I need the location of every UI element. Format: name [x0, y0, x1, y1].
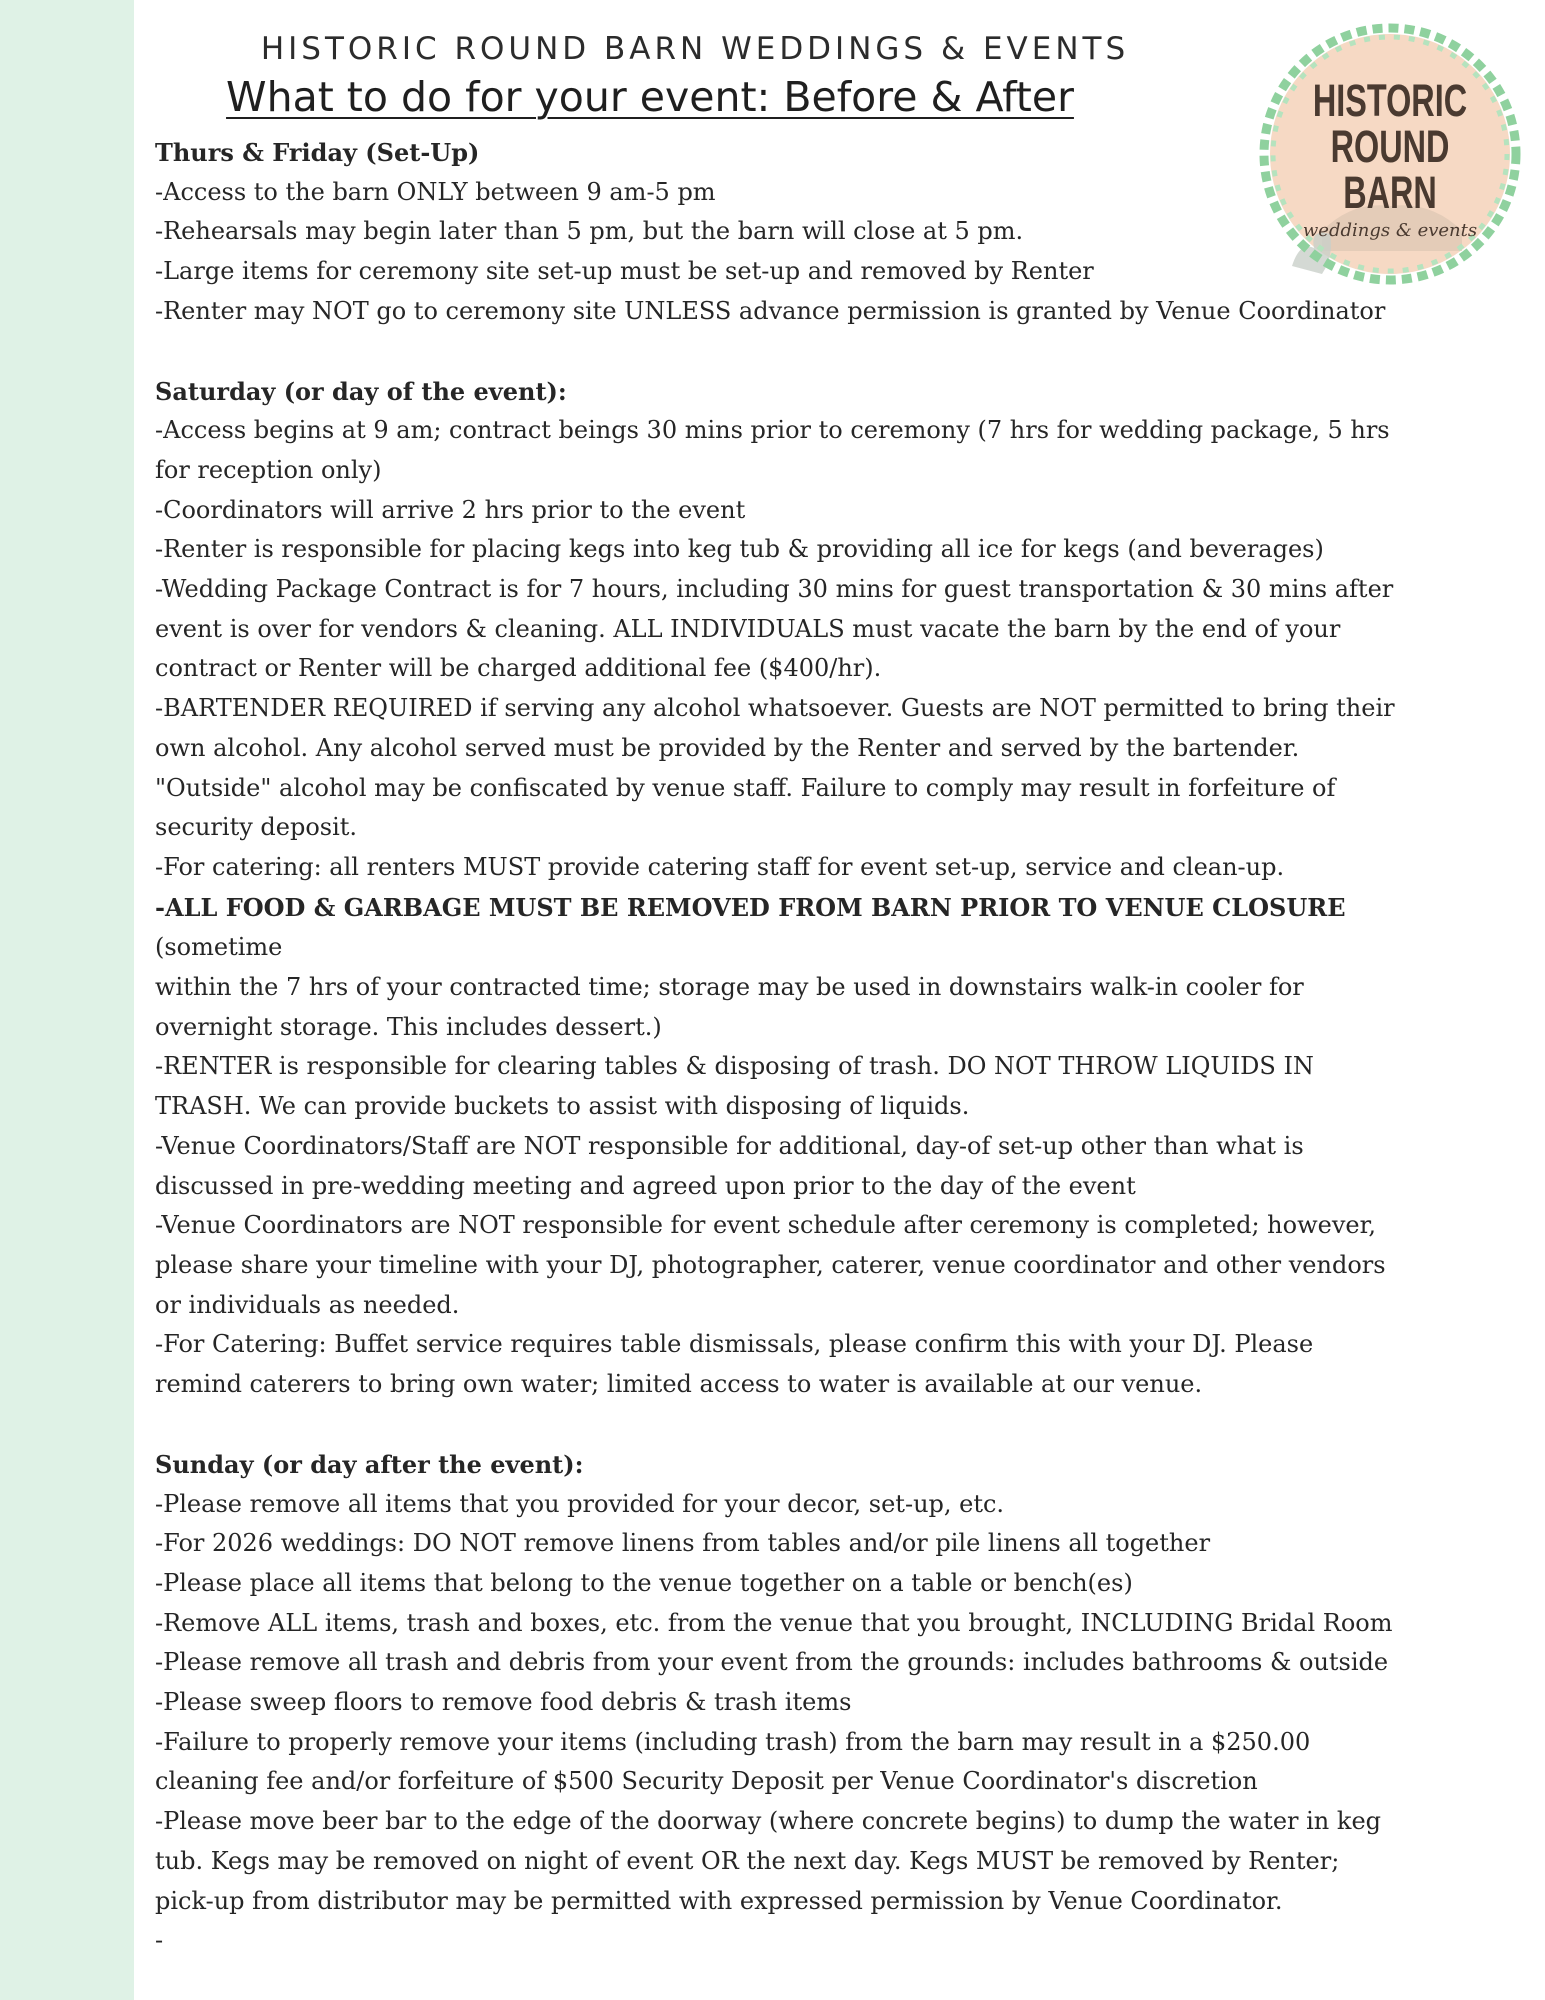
- list-item: -Remove ALL items, trash and boxes, etc. from the venue that you brought, INCLUDING Bridal Room: [155, 1608, 1393, 1637]
- list-item: security deposit.: [155, 813, 358, 842]
- list-item: TRASH. We can provide buckets to assist with disposing of liquids.: [155, 1092, 970, 1121]
- list-item: -Please place all items that belong to the venue together on a table or bench(es): [155, 1568, 1133, 1597]
- list-item-food-rule: [155, 888, 1455, 968]
- decorative-sidebar: [0, 0, 134, 2000]
- food-rule-rest: (sometime: [155, 933, 283, 962]
- list-item: -Rehearsals may begin later than 5 pm, but the barn will close at 5 pm.: [155, 217, 1024, 246]
- list-item: -Access to the barn ONLY between 9 am-5 pm: [155, 177, 716, 206]
- list-item: pick-up from distributor may be permitted with expressed permission by Venue Coordinator.: [155, 1886, 1283, 1915]
- list-item: overnight storage. This includes dessert.): [155, 1012, 662, 1041]
- list-item: remind caterers to bring own water; limited access to water is available at our venue.: [155, 1370, 1203, 1399]
- list-item: -For catering: all renters MUST provide catering staff for event set-up, service and clean-up.: [155, 852, 1285, 881]
- setup-section: [155, 133, 1455, 332]
- document-body: [155, 133, 1455, 1961]
- list-item: within the 7 hrs of your contracted time; storage may be used in downstairs walk-in cooler for: [155, 973, 1304, 1002]
- logo-tagline: weddings & events: [1302, 220, 1478, 241]
- document-header: [150, 26, 1240, 122]
- list-item: -: [155, 1926, 164, 1955]
- list-item: -For Catering: Buffet service requires table dismissals, please confirm this with your DJ. Please: [155, 1330, 1314, 1359]
- page-subtitle: What to do for your event: Before & After: [226, 73, 1074, 121]
- page-title: HISTORIC ROUND BARN WEDDINGS & EVENTS: [260, 31, 1130, 67]
- list-item: contract or Renter will be charged additional fee ($400/hr).: [155, 654, 882, 683]
- list-item: -Venue Coordinators are NOT responsible for event schedule after ceremony is completed; however,: [155, 1211, 1377, 1240]
- logo-line-1: HISTORIC: [1312, 75, 1468, 126]
- event-day-section: [155, 372, 1455, 1405]
- list-item: -Coordinators will arrive 2 hrs prior to the event: [155, 495, 746, 524]
- list-item: discussed in pre-wedding meeting and agreed upon prior to the day of the event: [155, 1171, 1136, 1200]
- list-item: -RENTER is responsible for clearing tables & disposing of trash. DO NOT THROW LIQUIDS IN: [155, 1052, 1314, 1081]
- food-rule-bold: -ALL FOOD & GARBAGE MUST BE REMOVED FROM BARN PRIOR TO VENUE CLOSURE: [155, 892, 1346, 922]
- list-item: "Outside" alcohol may be confiscated by venue staff. Failure to comply may result in forfeiture of: [155, 773, 1336, 802]
- list-item: or individuals as needed.: [155, 1290, 460, 1319]
- list-item: -Access begins at 9 am; contract beings 30 mins prior to ceremony (7 hrs for wedding package, 5 hrs: [155, 416, 1390, 445]
- after-event-section: [155, 1445, 1455, 1961]
- list-item: own alcohol. Any alcohol served must be provided by the Renter and served by the bartender.: [155, 733, 1300, 762]
- section-spacer: [155, 332, 1455, 372]
- list-item: event is over for vendors & cleaning. ALL INDIVIDUALS must vacate the barn by the end of your: [155, 614, 1341, 643]
- section-spacer: [155, 1405, 1455, 1445]
- list-item: -Venue Coordinators/Staff are NOT responsible for additional, day-of set-up other than what is: [155, 1131, 1304, 1160]
- list-item: -Please sweep floors to remove food debris & trash items: [155, 1688, 852, 1717]
- list-item: -Please move beer bar to the edge of the doorway (where concrete begins) to dump the water in keg: [155, 1807, 1382, 1836]
- list-item: -BARTENDER REQUIRED if serving any alcohol whatsoever. Guests are NOT permitted to bring their: [155, 694, 1395, 723]
- list-item: -Failure to properly remove your items (including trash) from the barn may result in a $250.00: [155, 1727, 1311, 1756]
- list-item: for reception only): [155, 455, 382, 484]
- list-item: -Large items for ceremony site set-up must be set-up and removed by Renter: [155, 257, 1094, 286]
- list-item: please share your timeline with your DJ, photographer, caterer, venue coordinator and other vendors: [155, 1250, 1386, 1279]
- list-item: -For 2026 weddings: DO NOT remove linens from tables and/or pile linens all together: [155, 1529, 1211, 1558]
- list-item: tub. Kegs may be removed on night of event OR the next day. Kegs MUST be removed by Renter;: [155, 1846, 1340, 1875]
- section-heading-event: Saturday (or day of the event):: [155, 376, 567, 406]
- logo-line-2: ROUND BARN: [1330, 121, 1450, 218]
- list-item: -Please remove all trash and debris from your event from the grounds: includes bathrooms & outside: [155, 1648, 1389, 1677]
- list-item: -Renter may NOT go to ceremony site UNLESS advance permission is granted by Venue Coordinator: [155, 296, 1386, 325]
- list-item: -Please remove all items that you provided for your decor, set-up, etc.: [155, 1489, 1005, 1518]
- section-heading-setup: Thurs & Friday (Set-Up): [155, 138, 480, 167]
- list-item: -Renter is responsible for placing kegs into keg tub & providing all ice for kegs (and beverages): [155, 535, 1324, 564]
- list-item: -Wedding Package Contract is for 7 hours, including 30 mins for guest transportation & 30 mins after: [155, 575, 1394, 604]
- section-heading-after: Sunday (or day after the event):: [155, 1449, 584, 1479]
- list-item: cleaning fee and/or forfeiture of $500 Security Deposit per Venue Coordinator's discretion: [155, 1767, 1258, 1796]
